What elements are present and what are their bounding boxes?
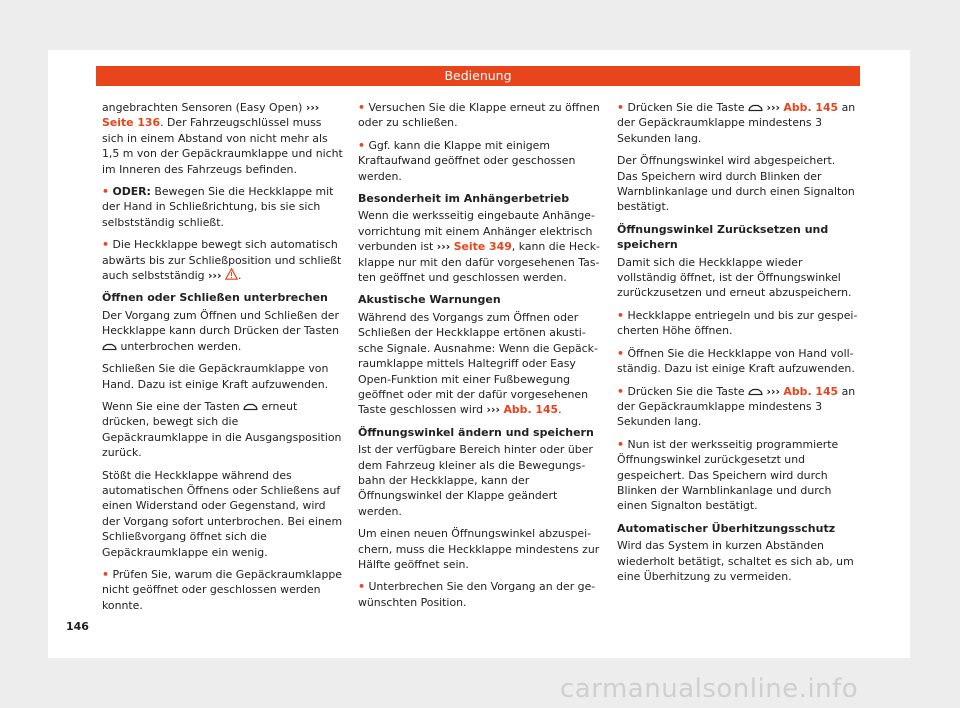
section-heading: Öffnungswinkel ändern und speichern <box>358 425 594 439</box>
section-heading: Akustische Warnungen <box>358 293 501 307</box>
reference-arrow-icon: ››› <box>305 101 320 114</box>
paragraph: Wird das System in kurzen Abständen wiederholt betätigt, schaltet es sich ab, um eine Überhitzung zu vermeiden. <box>617 539 854 583</box>
paragraph: Stößt die Heckklappe während des automatischen Öffnens oder Schließens auf einen Widerstand oder Gegenstand, wird der Vorgang sofort unterbrochen. Bei einem Schließvorgang öffnet sich die Gepäckraumklappe ein wenig. <box>102 468 343 559</box>
reference-arrow-icon: ››› <box>436 240 451 254</box>
paragraph: Ist der verfügbare Bereich hinter oder über dem Fahrzeug kleiner als die Bewegungsbahn der Heckklappe, kann der Öffnungswinkel der Klappe geändert werden. <box>358 443 593 518</box>
paragraph: Um einen neuen Öffnungswinkel abzuspeichern, muss die Heckklappe mindestens zur Hälfte geöffnet sein. <box>358 527 600 571</box>
bullet-item: • ODER: Bewegen Sie die Heckklappe mit der Hand in Schließrichtung, bis sie sich selbstständig schließt. <box>102 185 334 229</box>
bullet-item: • Versuchen Sie die Klappe erneut zu öffnen oder zu schließen. <box>358 101 600 130</box>
paragraph: Während des Vorgangs zum Öffnen oder Schließen der Heckklappe ertönen akustische Signale. Ausnahme: Wenn die Gepäckraumklappe mittels Haltegriff oder Easy Open-Funktion mit einer Fußbewegung geöffnet oder mit der dafür vorgesehenen Taste geschlossen wird ››› Abb. 145. <box>358 310 598 417</box>
bullet-item: • Die Heckklappe bewegt sich automatisch abwärts bis zur Schließposition und schließt auch selbstständig ››› . <box>102 238 342 283</box>
section-heading: Öffnen oder Schließen unterbrechen <box>102 291 328 305</box>
section-heading: Besonderheit im Anhängerbetrieb <box>358 192 570 206</box>
section-header: Bedienung <box>96 66 860 86</box>
reference-arrow-icon: ››› <box>766 384 780 398</box>
page-reference-link[interactable]: Seite 349 <box>453 240 512 254</box>
bullet-item: • Ggf. kann die Klappe mit einigem Kraftaufwand geöffnet oder geschossen werden. <box>358 138 576 183</box>
bullet-icon: • <box>617 384 624 398</box>
tailgate-car-icon <box>102 343 117 351</box>
bullet-item: • Nun ist der werksseitig programmierte Öffnungswinkel zurückgesetzt und gespeichert. Das Speichern wird durch Blinken der Warnblinkanlage und durch einen Signalton bestätigt. <box>617 437 839 513</box>
paragraph: Der Vorgang zum Öffnen und Schließen der Heckklappe kann durch Drücken der Tasten unterbrochen werden. <box>102 308 339 353</box>
bullet-item: • Öffnen Sie die Heckklappe von Hand vollständig. Dazu ist einige Kraft aufzuwenden. <box>617 346 855 376</box>
bullet-icon: • <box>102 567 109 581</box>
bullet-item: • Prüfen Sie, warum die Gepäckraumklappe nicht geöffnet oder geschlossen werden konnte. <box>102 567 343 612</box>
reference-arrow-icon: ››› <box>766 101 780 114</box>
paragraph: angebrachten Sensoren (Easy Open) ››› Seite 136. Der Fahrzeugschlüssel muss sich in einem Abstand von nicht mehr als 1,5 m von der Gepäckraumklappe und nicht im Inneren des Fahrzeugs befinden. <box>102 101 343 176</box>
paragraph: Schließen Sie die Gepäckraumklappe von Hand. Dazu ist einige Kraft aufzuwenden. <box>102 362 329 391</box>
page-reference-link[interactable]: Seite 136 <box>102 116 161 130</box>
bullet-icon: • <box>358 138 365 152</box>
reference-arrow-icon: ››› <box>208 269 222 283</box>
bullet-icon: • <box>102 238 109 252</box>
reference-arrow-icon: ››› <box>486 403 500 417</box>
paragraph: Damit sich die Heckklappe wieder vollständig öffnet, ist der Öffnungswinkel zurückzusetzen und erneut abzuspeichern. <box>617 255 852 300</box>
bullet-icon: • <box>617 308 624 322</box>
figure-reference-link[interactable]: Abb. 145 <box>503 403 559 417</box>
bullet-icon: • <box>102 185 109 199</box>
paragraph: Wenn Sie eine der Tasten erneut drücken, bewegt sich die Gepäckraumklappe in die Ausgangsposition zurück. <box>102 399 342 460</box>
figure-reference-link[interactable]: Abb. 145 <box>783 101 839 114</box>
figure-reference-link[interactable]: Abb. 145 <box>783 384 839 398</box>
column-2 <box>358 100 600 617</box>
section-heading: Automatischer Überhitzungsschutz <box>617 521 836 535</box>
bullet-item: • Drücken Sie die Taste ››› Abb. 145 an der Gepäckraumklappe mindestens 3 Sekunden lang. <box>617 384 856 429</box>
paragraph: Wenn die werksseitig eingebaute Anhängevorrichtung mit einem Anhänger elektrisch verbunden ist ››› Seite 349, kann die Heckklappe nur mit den dafür vorgesehenen Tasten geöffnet und geschlossen werden. <box>358 209 600 285</box>
bullet-icon: • <box>617 101 624 114</box>
warning-triangle-icon[interactable] <box>225 268 238 280</box>
bullet-item: • Drücken Sie die Taste ››› Abb. 145 an der Gepäckraumklappe mindestens 3 Sekunden lang. <box>617 101 856 145</box>
bullet-icon: • <box>617 346 624 360</box>
tailgate-car-icon <box>243 403 258 411</box>
tailgate-car-icon <box>748 388 763 396</box>
bullet-icon: • <box>617 437 624 451</box>
bullet-icon: • <box>358 580 365 594</box>
tailgate-car-icon <box>748 104 763 112</box>
bullet-item: • Unterbrechen Sie den Vorgang an der gewünschten Position. <box>358 580 596 609</box>
page-number: 146 <box>66 620 89 633</box>
watermark-text: carmanualsonline.info <box>560 674 859 704</box>
column-3 <box>617 100 859 591</box>
section-heading: Öffnungswinkel Zurücksetzen und speichern <box>617 222 829 252</box>
page <box>48 50 910 658</box>
bullet-item: • Heckklappe entriegeln und bis zur gespeicherten Höhe öffnen. <box>617 308 858 338</box>
paragraph: Der Öffnungswinkel wird abgespeichert. Das Speichern wird durch Blinken der Warnblinkanlage und durch einen Signalton bestätigt. <box>617 154 855 214</box>
bullet-icon: • <box>358 101 365 114</box>
column-1 <box>102 100 344 620</box>
